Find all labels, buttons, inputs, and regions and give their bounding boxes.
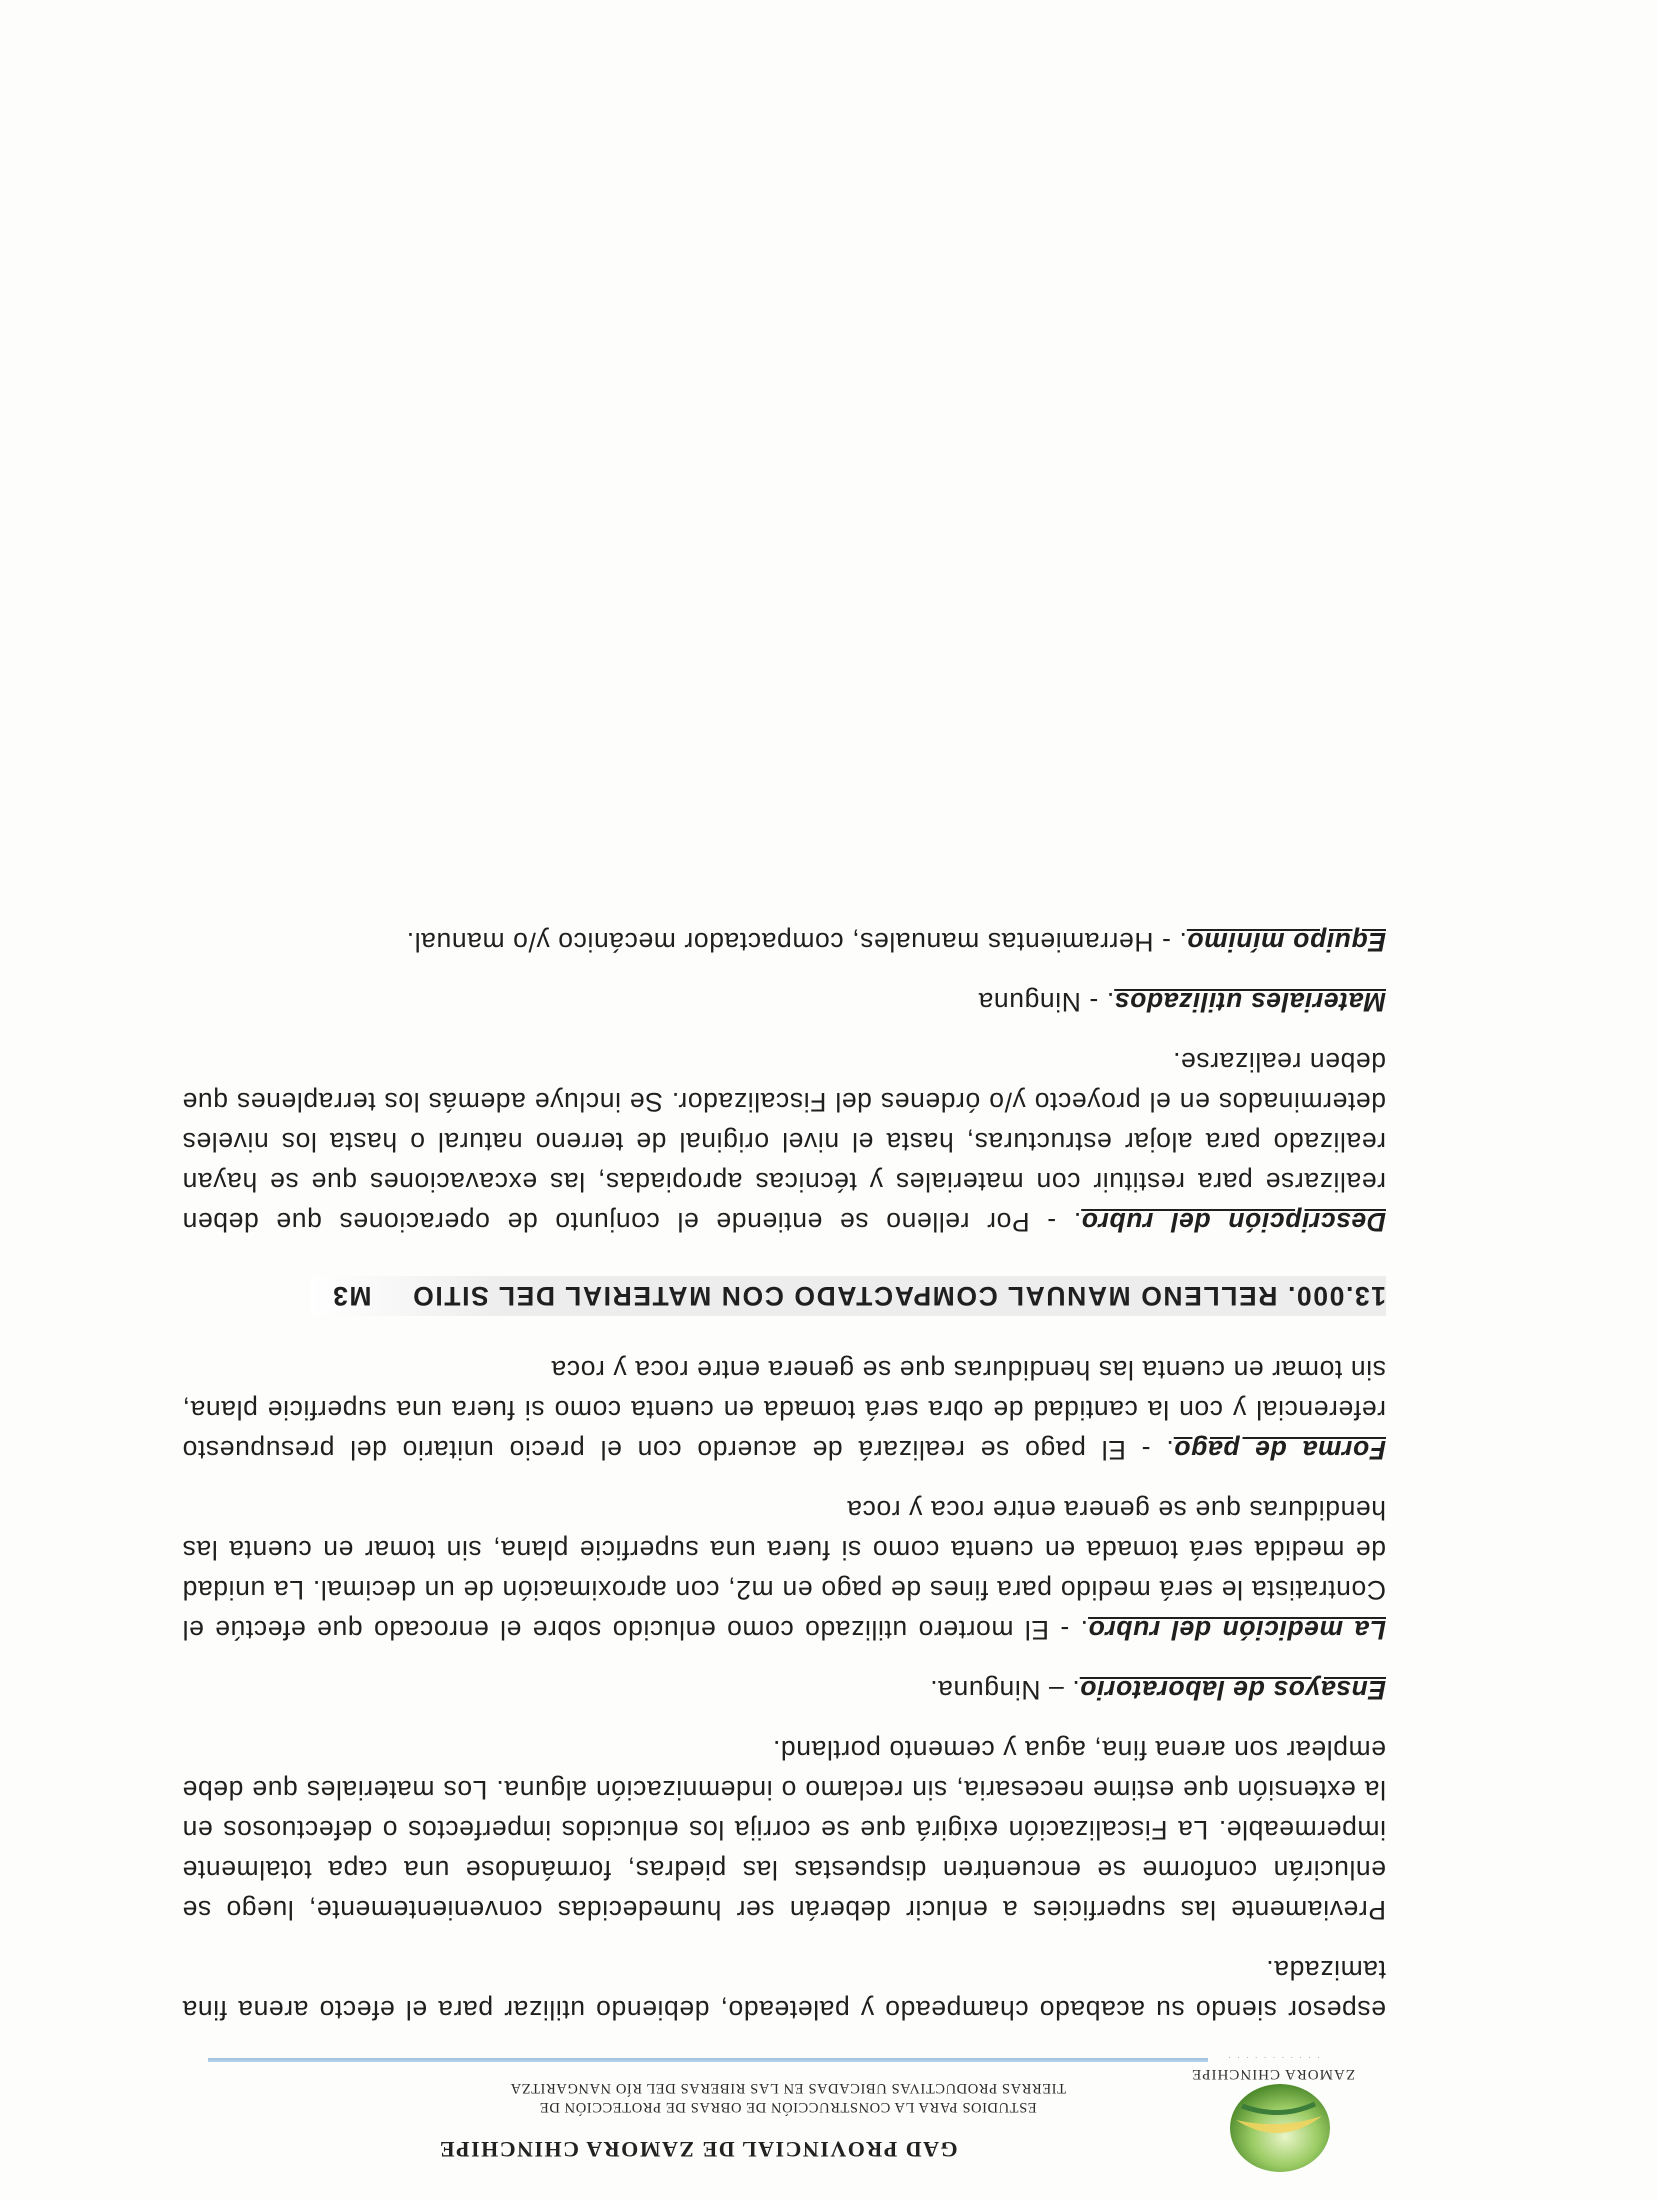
enlucido-paragraph: Previamente las superficies a enlucir deberán ser humedecidas convenientemente, luego se enlucirán conforme se encuentren dispuestas las piedras, formándose una capa totalmente impermeable. La Fiscalización exigirá que se corrija los enlucidos imperfectos o defectuosos en la extensión que estime necesaria, sin reclamo o indemnización alguna. Los materiales que debe emplear son arena fina, agua y cemento portland. bbox=[182, 1735, 1386, 1925]
ensayos-text: . – Ninguna. bbox=[929, 1675, 1080, 1705]
medicion-text: . - El mortero utilizado como enlucido sobre el enrocado que efectúe el Contratista le será medido para fines de pago en m2, con aproximación de un decimal. La unidad de medida será tomada en cuenta como si fuera una superficie plana, sin tomar en cuenta las hendiduras que se genera entre roca y roca bbox=[182, 1495, 1386, 1645]
logo-text: ZAMORA CHINCHIPE bbox=[1191, 2066, 1355, 2082]
organization-name: GAD PROVINCIAL DE ZAMORA CHINCHIPE bbox=[438, 2137, 958, 2162]
item-unit: M3 bbox=[331, 1281, 372, 1311]
equipo-heading: Equipo mínimo bbox=[1186, 927, 1386, 957]
intro-paragraph: espesor siendo su acabado champeado y paleteado, debiendo utilizar para el efecto arena fina tamizada. bbox=[182, 1955, 1386, 2025]
zamora-chinchipe-logo-icon bbox=[1220, 2068, 1340, 2178]
medicion-section bbox=[182, 1490, 1386, 1650]
pago-heading: Forma de pago bbox=[1173, 1435, 1386, 1465]
item-title bbox=[312, 1276, 1387, 1316]
project-title-line: TIERRAS PRODUCTIVAS UBICADAS EN LAS RIBERAS DEL RÍO NANGARITZA bbox=[510, 2080, 1067, 2096]
materiales-section bbox=[182, 982, 1386, 1022]
materiales-text: . - Ninguna bbox=[977, 987, 1115, 1017]
medicion-heading: La medición del rubro bbox=[1088, 1615, 1386, 1645]
ensayos-heading: Ensayos de laboratorio bbox=[1079, 1675, 1386, 1705]
project-title-line: ESTUDIOS PARA LA CONSTRUCCIÓN DE OBRAS DE PROTECCIÓN DE bbox=[539, 2099, 1037, 2115]
item-title-text: 13.000. RELLENO MANUAL COMPACTADO CON MATERIAL DEL SITIO bbox=[411, 1281, 1386, 1311]
pago-text: . - El pago se realizará de acuerdo con el precio unitario del presupuesto referencial y con la cantidad de obra será tomada en cuenta como si fuera una superficie plana, sin tomar en cuenta las hendiduras que se genera entre roca y roca bbox=[182, 1355, 1386, 1465]
header-divider bbox=[208, 2058, 1208, 2062]
descripcion-text: . - Por relleno se entiende el conjunto de operaciones que deben realizarse para restituir con materiales y técnicas apropiadas, las excavaciones que se hayan realizado para alojar estructuras, hasta el nivel original de terreno natural o hasta los niveles determinados en el proyecto y/o órdenes del Fiscalizador. Se incluye además los terraplenes que deben realizarse. bbox=[182, 1047, 1386, 1237]
project-title bbox=[408, 2078, 1168, 2116]
materiales-heading: Materiales utilizados bbox=[1114, 987, 1386, 1017]
logo-tagline-decoration: · · · · · · · · · · · bbox=[1226, 2053, 1320, 2062]
equipo-text: . - Herramientas manuales, compactador mecánico y/o manual. bbox=[406, 927, 1187, 957]
equipo-section bbox=[182, 922, 1386, 962]
page-header bbox=[0, 2035, 1658, 2200]
pago-section bbox=[182, 1350, 1386, 1470]
descripcion-heading: Descripción del rubro bbox=[1081, 1207, 1386, 1237]
ensayos-section bbox=[182, 1670, 1386, 1710]
descripcion-section bbox=[182, 1042, 1386, 1242]
document-body bbox=[182, 922, 1386, 2030]
